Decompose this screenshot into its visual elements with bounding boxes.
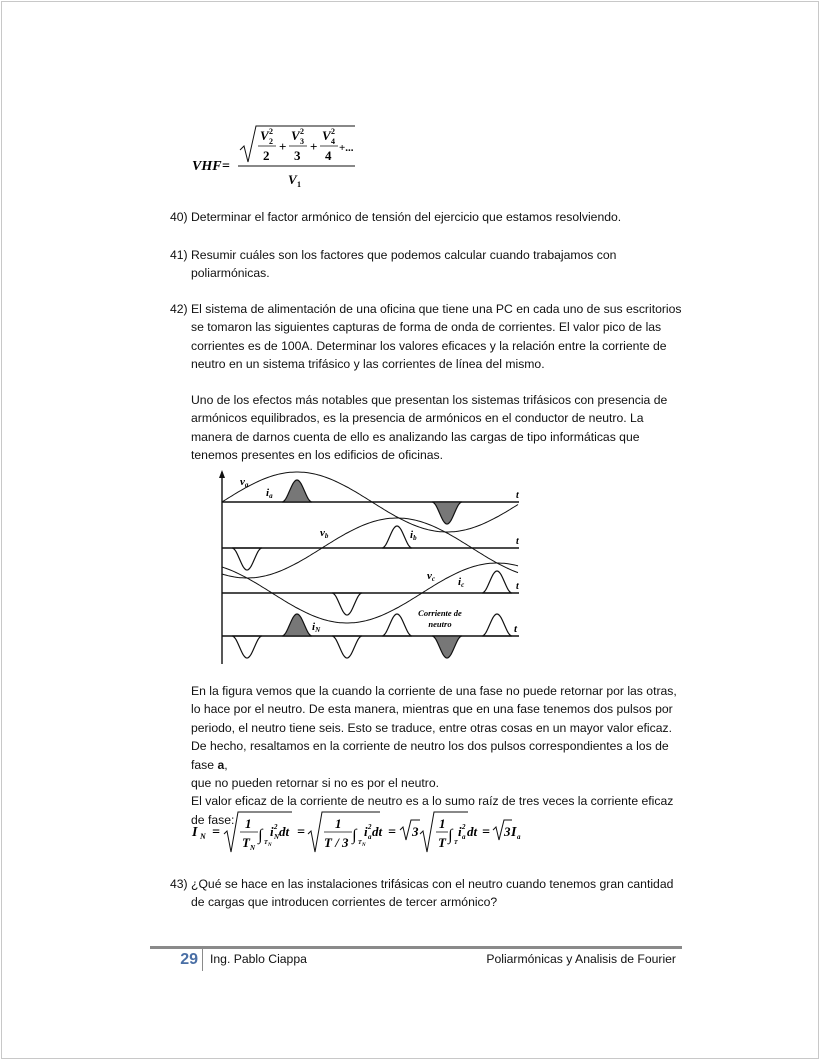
figure-axis-t-3: t — [516, 581, 519, 592]
figure-neutral-pulse-4 — [382, 614, 412, 636]
question-43-text: ¿Qué se hace en las instalaciones trifásicas con el neutro cuando tenemos gran cantidad de cargas que introducen corrientes de tercer armónico? — [191, 877, 674, 910]
vhf-term3-v: V — [322, 128, 331, 143]
question-41 — [170, 246, 682, 283]
figure-label-in: iN — [312, 621, 321, 634]
in-tn: T — [242, 835, 250, 850]
figure-current-pulse-c-2 — [332, 593, 362, 615]
question-40 — [170, 208, 682, 226]
in-one-3: 1 — [439, 816, 446, 831]
in-int-3: ∫ — [448, 827, 453, 844]
in-integrand-1: i — [270, 824, 274, 839]
question-40-text: Determinar el factor armónico de tensión del ejercicio que estamos resolviendo. — [191, 210, 622, 224]
in-integrand-3: i — [458, 824, 462, 839]
figure-label-ib: ib — [410, 529, 417, 542]
paragraph-figure-text-2: que no pueden retornar si no es por el neutro. — [191, 776, 439, 791]
in-integrand-1-sub: N — [274, 833, 280, 841]
figure-neutral-pulse-6 — [482, 614, 512, 636]
footer-separator — [202, 949, 203, 971]
vhf-term3-sub: 4 — [331, 137, 335, 146]
figure-vertical-arrow — [219, 470, 225, 478]
question-41-text: Resumir cuáles son los factores que podemos calcular cuando trabajamos con poliarmónicas. — [191, 248, 617, 281]
figure-axis-t-1: t — [516, 490, 519, 501]
vhf-den-v: V — [288, 172, 297, 187]
in-one-2: 1 — [335, 816, 342, 831]
figure-neutral-caption-1: Corriente de — [418, 608, 462, 618]
in-dt-3: dt — [467, 824, 478, 839]
in-formula-svg — [190, 808, 520, 860]
in-integrand-3-sup: 2 — [462, 823, 466, 831]
question-42-text: El sistema de alimentación de una oficina que tiene una PC en cada uno de sus escritorios se tomaron las siguientes capturas de forma de onda de corrientes. El valor pico de las corrientes es de 100A. Determinar los valores eficaces y la relación entre la corriente de neutro en un sistema trifásico y las corrientes de línea del mismo. — [191, 302, 682, 372]
in-eq-2: = — [297, 825, 305, 840]
in-t: T — [438, 835, 446, 850]
figure-neutral-pulse-2 — [282, 614, 312, 636]
in-one-1: 1 — [245, 816, 252, 831]
figure-label-vb: vb — [320, 527, 329, 540]
in-sqrt3-num: 3 — [412, 824, 419, 839]
vhf-term3-sup: 2 — [331, 127, 335, 136]
figure-axis-t-2: t — [516, 536, 519, 547]
figure-neutral-pulse-1 — [232, 636, 262, 658]
vhf-lhs: VHF — [192, 159, 222, 174]
question-42 — [170, 300, 682, 374]
figure-current-pulse-b-2 — [232, 548, 262, 570]
page-number: 29 — [180, 951, 198, 968]
paragraph-rms: El valor eficaz de la corriente de neutro es a lo sumo raíz de tres veces la corriente eficaz de fase: — [191, 794, 674, 827]
in-dt-2: dt — [372, 824, 383, 839]
figure-label-va: va — [240, 476, 249, 489]
paragraph-intro: Uno de los efectos más notables que presentan los sistemas trifásicos con presencia de armónicos equilibrados, es la presencia de armónicos en el conductor de neutro. La manera de darnos cuenta de ello es analizando las cargas de tipo informáticas que tenemos presentes en los edificios de oficinas. — [191, 393, 668, 463]
figure-current-pulse-b-1 — [382, 526, 412, 548]
question-42-number: 42) — [170, 302, 188, 316]
in-eq-1: = — [212, 825, 220, 840]
in-rhs-sqrt3-num: 3 — [504, 824, 511, 839]
in-eq-4: = — [482, 825, 490, 840]
vhf-term1-den: 2 — [263, 148, 270, 163]
figure-label-vc: vc — [427, 570, 435, 583]
question-43 — [170, 875, 682, 912]
vhf-term2-den: 3 — [294, 148, 301, 163]
in-int-2-sub-sub: N — [362, 843, 366, 848]
in-int-3-sub: T — [454, 840, 458, 846]
figure-current-pulse-a-2 — [432, 502, 462, 524]
in-rhs-i-sub: a — [517, 833, 521, 841]
vhf-formula — [190, 124, 370, 194]
vhf-term1-sup: 2 — [269, 127, 273, 136]
in-lhs-sub: N — [200, 832, 206, 841]
vhf-tail: +... — [339, 142, 354, 154]
figure-neutral-caption-2: neutro — [428, 619, 452, 629]
figure-label-ia: ia — [266, 487, 273, 500]
figure-neutral-pulse-5 — [432, 636, 462, 658]
figure-label-ic: ic — [458, 576, 465, 589]
in-formula — [190, 808, 520, 860]
vhf-term1-sub: 2 — [269, 137, 273, 146]
vhf-plus-1: + — [279, 139, 287, 154]
figure-neutral-pulse-3 — [332, 636, 362, 658]
figure-axis-t-4: t — [514, 623, 518, 635]
in-int-1-sub: T — [264, 840, 268, 846]
figure-current-pulse-a-1 — [282, 480, 312, 502]
waveform-figure-svg — [214, 470, 534, 666]
vhf-den-sub: 1 — [297, 180, 301, 189]
paragraph-figure-comma: , — [224, 757, 228, 772]
vhf-formula-svg — [190, 124, 370, 194]
in-integrand-2: i — [364, 824, 368, 839]
in-eq-3: = — [388, 825, 396, 840]
in-integrand-1-sup: 2 — [274, 823, 278, 831]
in-t3: T / 3 — [324, 835, 349, 850]
in-lhs: I — [192, 825, 198, 840]
vhf-term3-den: 4 — [325, 148, 332, 163]
in-tn-sub: N — [250, 844, 256, 852]
footer-title: Poliarmónicas y Analisis de Fourier — [486, 952, 676, 966]
in-int-1-sub-sub: N — [268, 843, 272, 848]
footer-author: Ing. Pablo Ciappa — [210, 952, 307, 966]
question-41-number: 41) — [170, 248, 188, 262]
in-dt-1: dt — [279, 824, 290, 839]
in-rhs-i: I — [511, 825, 517, 840]
in-integrand-2-sub: a — [368, 833, 372, 841]
vhf-plus-2: + — [310, 139, 318, 154]
vhf-term1-v: V — [260, 128, 269, 143]
in-int-2: ∫ — [352, 827, 357, 844]
paragraph-figure-bold: a — [217, 757, 225, 772]
waveform-figure — [214, 470, 534, 666]
in-integrand-3-sub: a — [462, 833, 466, 841]
figure-current-pulse-c-1 — [482, 571, 512, 593]
vhf-term2-sup: 2 — [300, 127, 304, 136]
vhf-term2-v: V — [291, 128, 300, 143]
footer-rule — [150, 946, 682, 949]
in-int-1: ∫ — [258, 827, 263, 844]
in-int-2-sub: T — [358, 840, 362, 846]
vhf-term2-sub: 3 — [300, 137, 304, 146]
vhf-eq: = — [222, 159, 230, 174]
paragraph-figure-text: En la figura vemos que la cuando la corriente de una fase no puede retornar por las otras, lo hace por el neutro. De esta manera, mientras que en una fase tenemos dos pulsos por periodo, el neutro tiene seis. Esto se traduce, entre otras cosas en un mayor valor eficaz. De hecho, resaltamos en la corriente de neutro los dos pulsos correspondientes a los de fase — [191, 684, 677, 772]
question-40-number: 40) — [170, 210, 188, 224]
in-integrand-2-sup: 2 — [368, 823, 372, 831]
question-43-number: 43) — [170, 877, 188, 891]
